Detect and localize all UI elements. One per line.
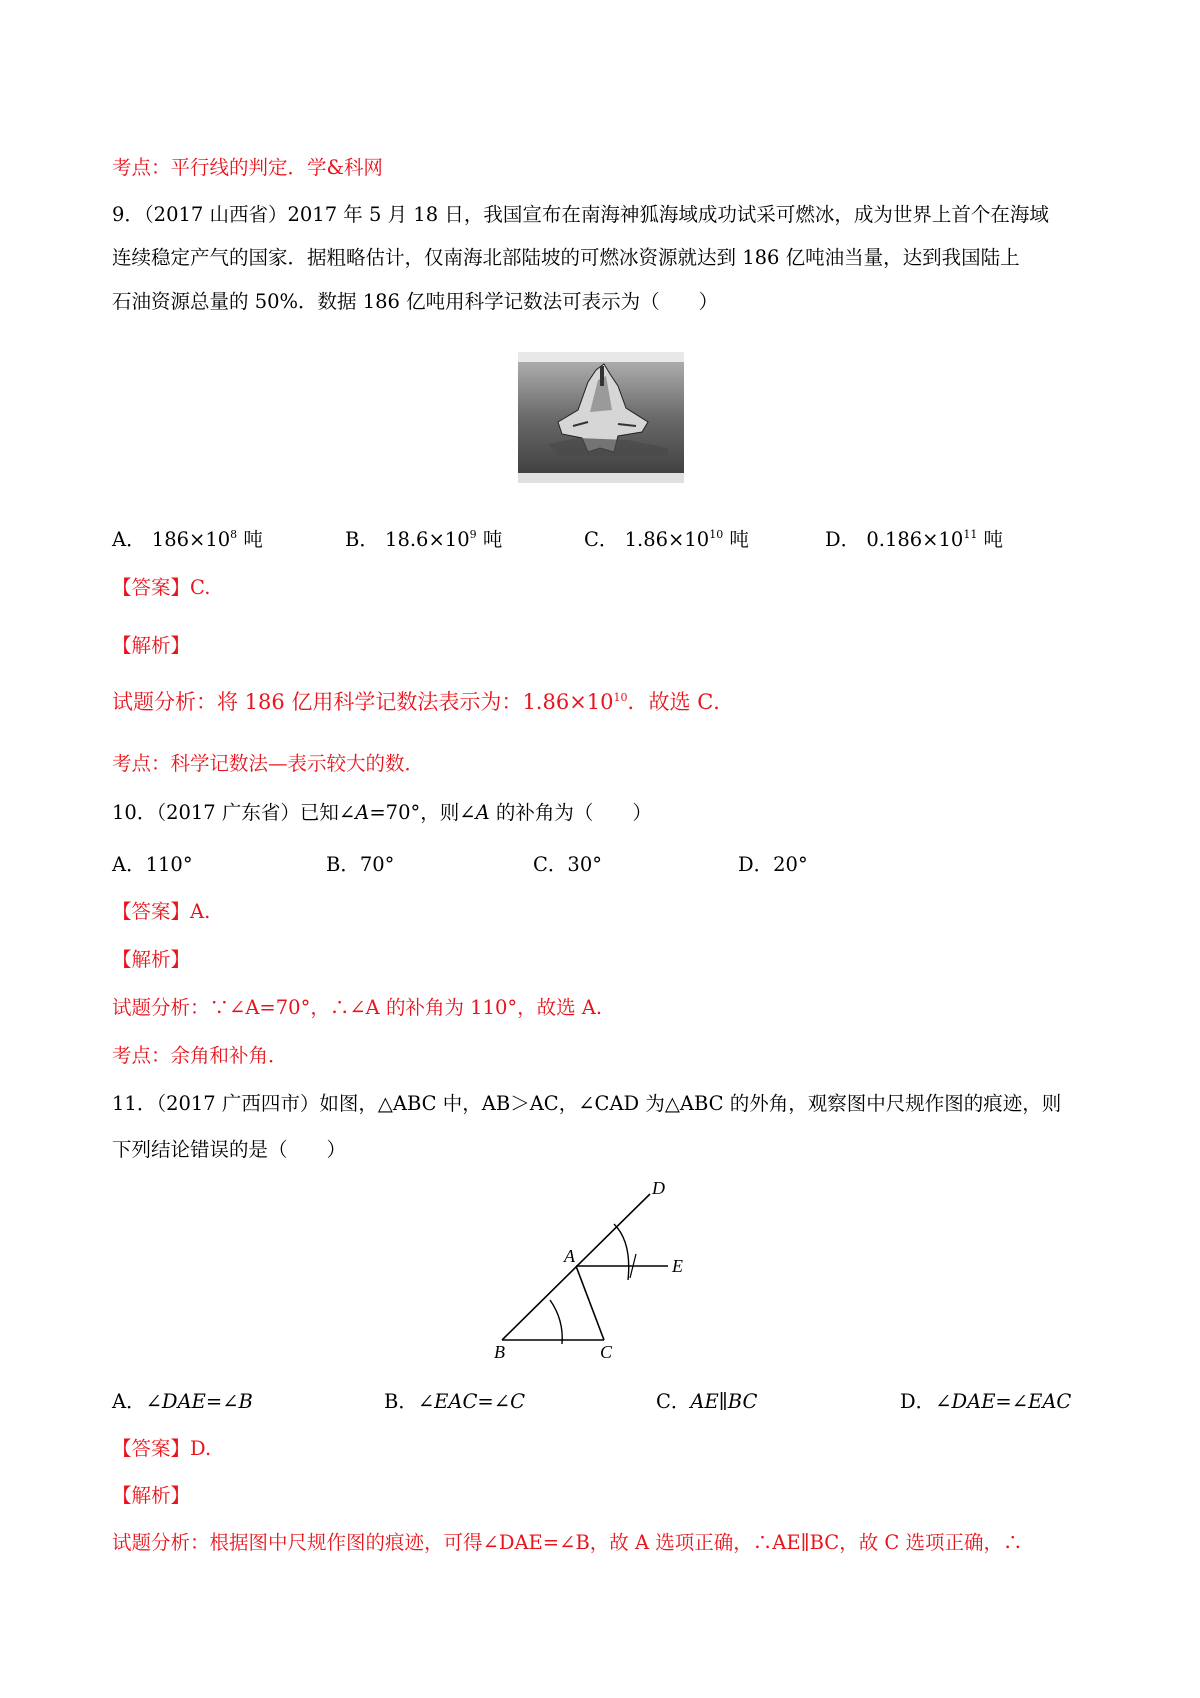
q11-stem-line2: 下列结论错误的是（ ） [112, 1138, 347, 1161]
q9-option-a [112, 526, 263, 554]
drilling-platform-photo [518, 352, 684, 483]
q11-analysis: 试题分析：根据图中尺规作图的痕迹，可得∠DAE=∠B，故 A 选项正确，∴AE∥BC，故 C 选项正确，∴ [112, 1531, 1023, 1554]
analysis-conclusion: ．故选 C． [627, 690, 735, 714]
q9-stem-line1: 9．（2017 山西省）2017 年 5 月 18 日，我国宣布在南海神狐海域成功试采可燃冰，成为世界上首个在海域 [112, 203, 1049, 226]
q11-option-b [384, 1388, 525, 1416]
q9-kaodian: 考点：科学记数法—表示较大的数． [112, 752, 425, 775]
q9-option-b [345, 526, 502, 554]
option-label: C． [584, 528, 619, 551]
option-label: D． [825, 528, 861, 551]
platform-photo-graphic [518, 352, 684, 483]
option-mantissa: 0.186×10 [866, 528, 964, 551]
option-label: A． [112, 1390, 146, 1413]
q8-kaodian: 考点：平行线的判定．学&科网 [112, 156, 383, 179]
q9-jiexi-heading: 【解析】 [112, 634, 191, 657]
point-a-label: A [564, 1246, 575, 1266]
option-label: C． [656, 1390, 691, 1413]
option-mantissa: 18.6×10 [385, 528, 470, 551]
option-unit: 吨 [729, 528, 749, 551]
q10-stem [112, 799, 652, 827]
option-text: 110° [145, 853, 193, 876]
triangle-construction-graphic [480, 1180, 700, 1360]
option-label: B． [326, 853, 360, 876]
option-label: D． [738, 853, 774, 876]
analysis-exponent: 10 [613, 691, 628, 704]
q10-analysis: 试题分析：∵∠A=70°，∴∠A 的补角为 110°，故选 A. [112, 996, 603, 1019]
q10-option-d [738, 851, 808, 879]
option-unit: 吨 [243, 528, 263, 551]
option-label: C． [533, 853, 568, 876]
point-d-label: D [652, 1180, 665, 1198]
q10-jiexi-heading: 【解析】 [112, 948, 191, 971]
q10-option-a [112, 851, 193, 879]
option-label: A． [112, 853, 146, 876]
q9-answer: 【答案】C. [112, 576, 211, 599]
stem-variable: A [475, 801, 490, 824]
option-text: ∠DAE=∠EAC [935, 1390, 1072, 1413]
q11-option-a [112, 1388, 253, 1416]
option-text: 30° [567, 853, 602, 876]
option-unit: 吨 [983, 528, 1004, 551]
q10-answer: 【答案】A. [112, 900, 211, 923]
q11-stem-line1: 11．（2017 广西四市）如图，△ABC 中，AB＞AC，∠CAD 为△ABC 的外角，观察图中尺规作图的痕迹，则 [112, 1092, 1062, 1115]
q9-stem-line2: 连续稳定产气的国家．据粗略估计，仅南海北部陆坡的可燃冰资源就达到 186 亿吨油当量，达到我国陆上 [112, 246, 1020, 269]
stem-text: 的补角为（ ） [489, 801, 652, 824]
option-label: B． [345, 528, 379, 551]
option-mantissa: 186×10 [151, 528, 231, 551]
q10-option-c [533, 851, 602, 879]
q11-option-c [656, 1388, 757, 1416]
q11-option-d [900, 1388, 1071, 1416]
option-exponent: 10 [709, 528, 724, 541]
stem-variable: A [355, 801, 370, 824]
option-exponent: 8 [230, 528, 238, 541]
point-e-label: E [672, 1256, 683, 1276]
option-text: ∠DAE=∠B [145, 1390, 253, 1413]
point-b-label: B [494, 1342, 505, 1360]
q9-option-c [584, 526, 749, 554]
stem-text: =70°，则∠ [369, 801, 476, 824]
option-text: AE∥BC [690, 1390, 758, 1413]
q11-geometry-figure [480, 1180, 700, 1360]
q10-kaodian: 考点：余角和补角． [112, 1044, 288, 1067]
stem-text: 10．（2017 广东省）已知∠ [112, 801, 356, 824]
q11-jiexi-heading: 【解析】 [112, 1484, 191, 1507]
point-c-label: C [600, 1342, 613, 1360]
option-label: D． [900, 1390, 936, 1413]
q10-option-b [326, 851, 394, 879]
option-unit: 吨 [482, 528, 503, 551]
analysis-value: 1.86×10 [522, 690, 614, 714]
option-mantissa: 1.86×10 [624, 528, 710, 551]
option-exponent: 9 [469, 528, 477, 541]
option-text: 70° [359, 853, 395, 876]
option-text: 20° [773, 853, 808, 876]
option-exponent: 11 [963, 528, 978, 541]
q9-analysis [112, 688, 734, 716]
option-text: ∠EAC=∠C [417, 1390, 526, 1413]
option-label: B． [384, 1390, 418, 1413]
analysis-text: 试题分析：将 186 亿用科学记数法表示为： [112, 690, 523, 714]
q9-stem-line3: 石油资源总量的 50%．数据 186 亿吨用科学记数法可表示为（ ） [112, 290, 719, 313]
option-label: A． [112, 528, 146, 551]
q9-option-d [825, 526, 1003, 554]
q11-answer: 【答案】D. [112, 1437, 212, 1460]
